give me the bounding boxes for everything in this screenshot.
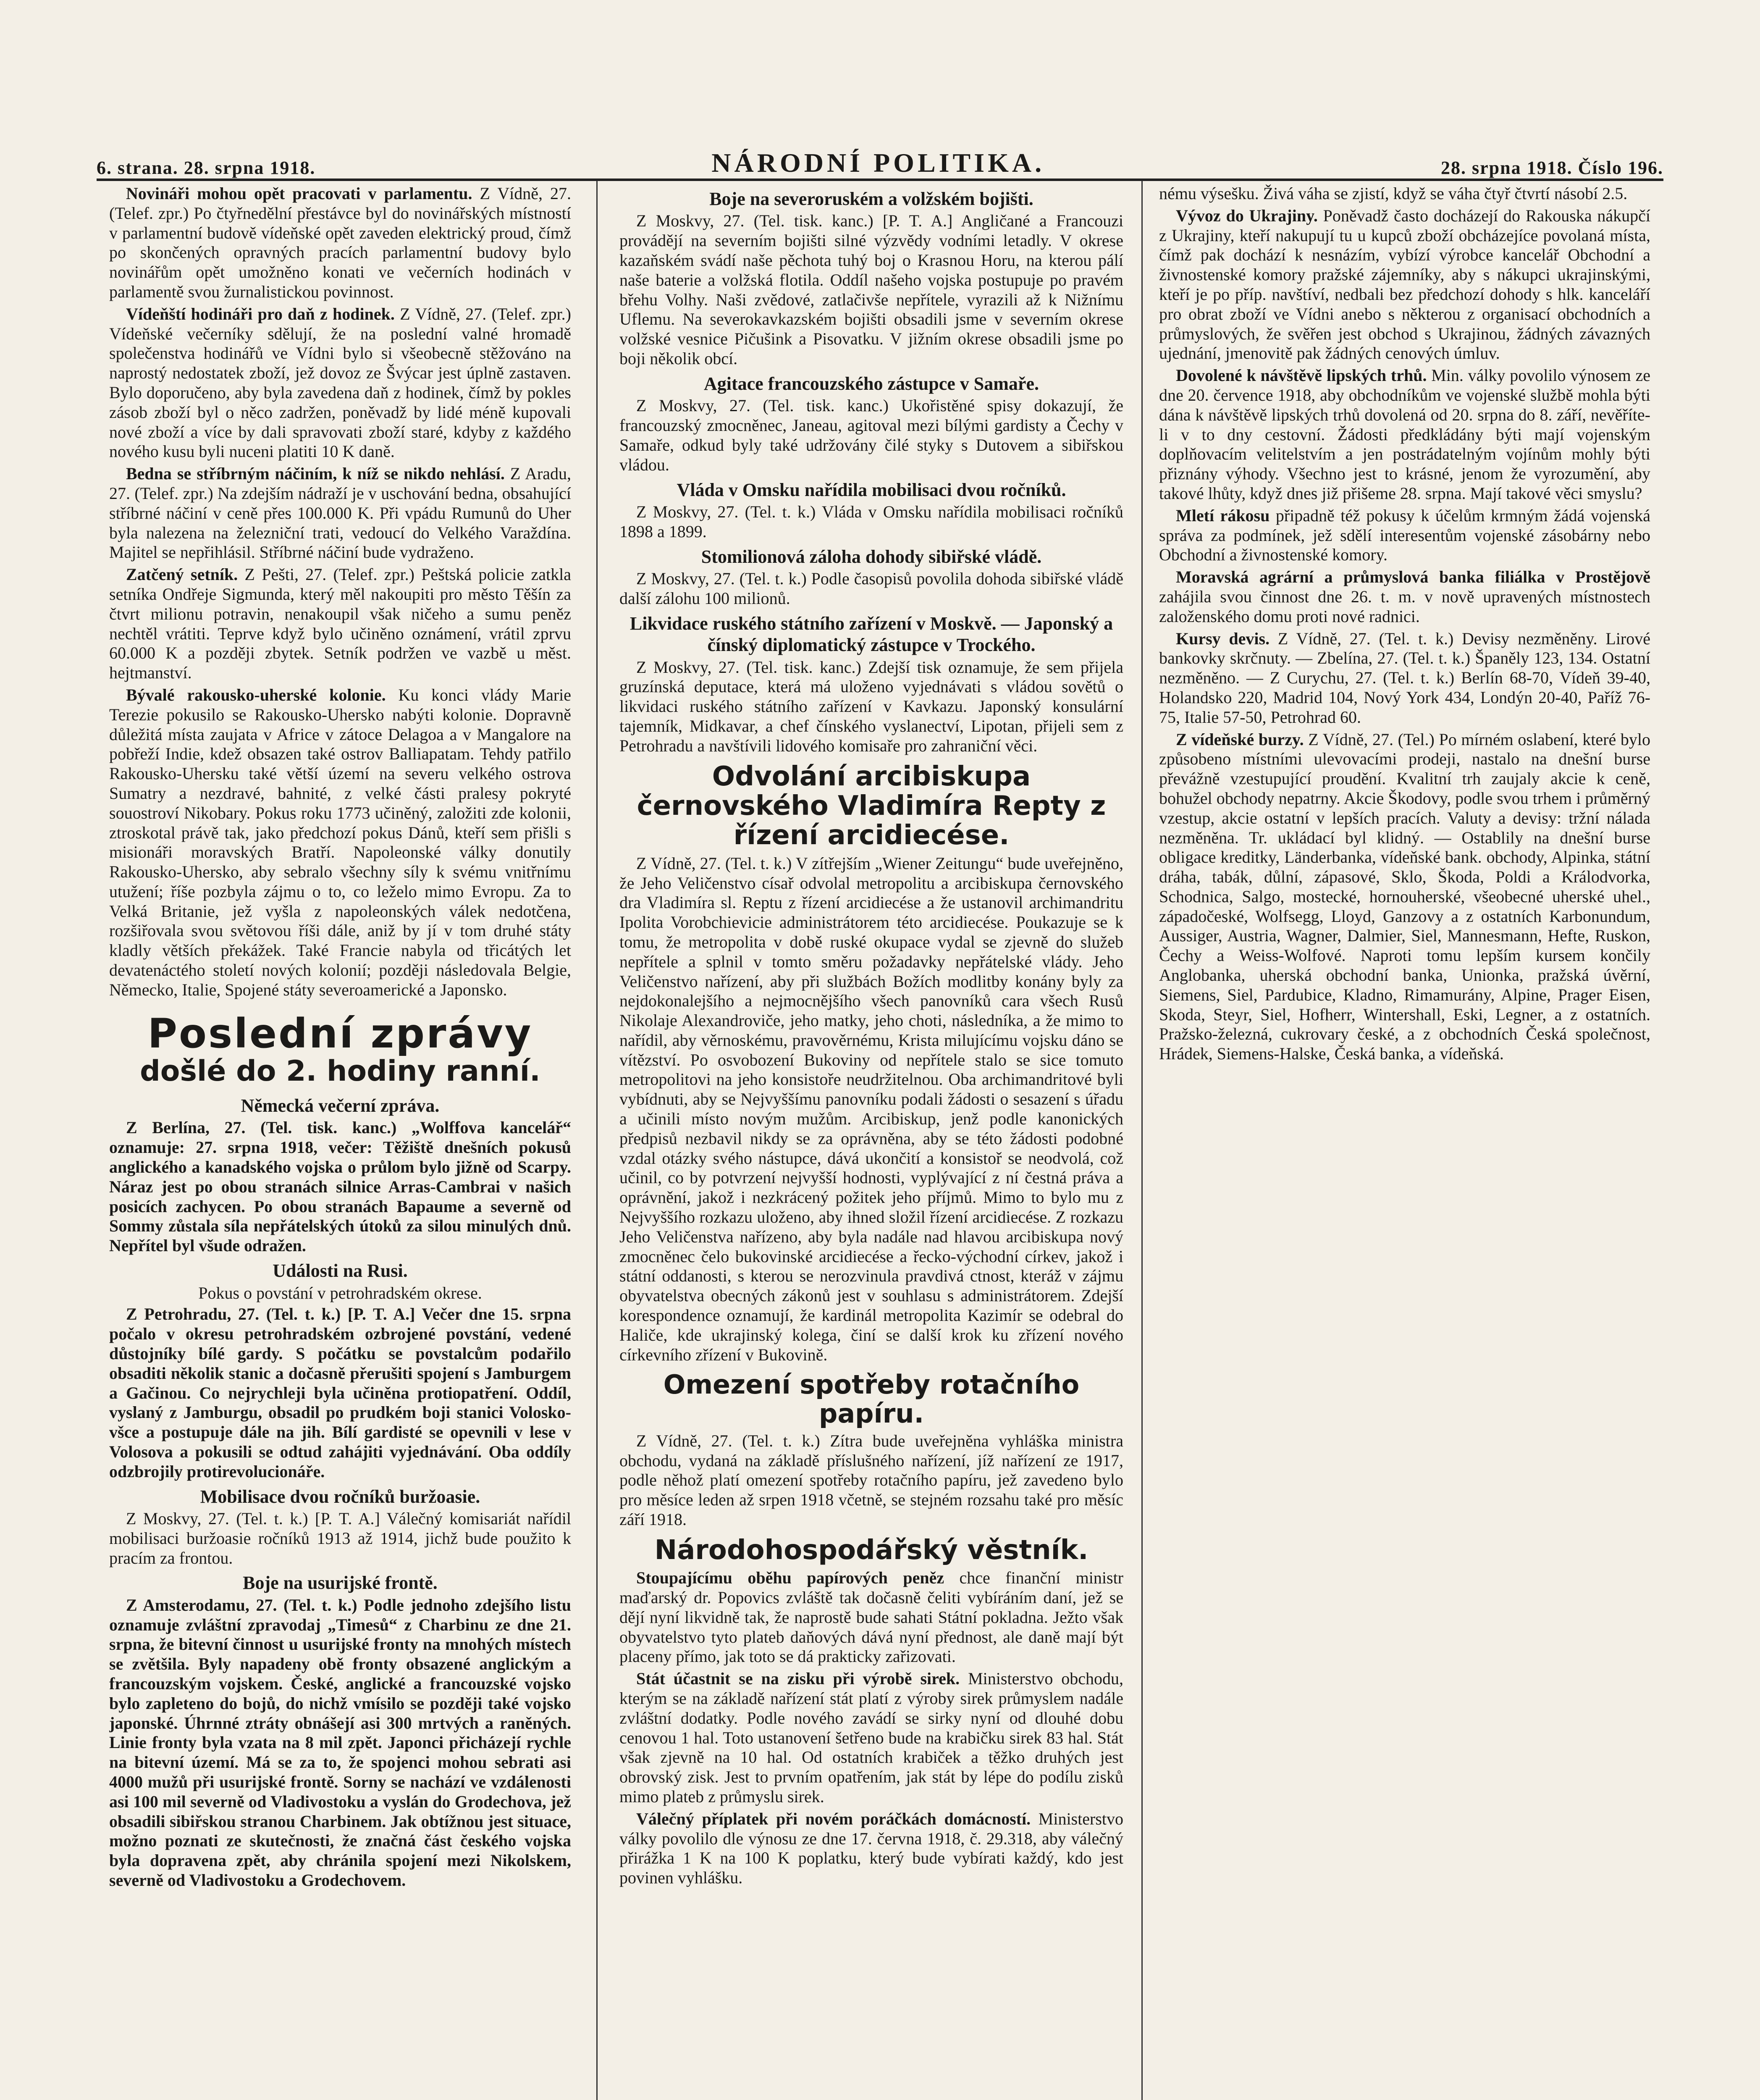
- article: [109, 464, 571, 562]
- banner-latest-news-sub: došlé do 2. hodiny ranní.: [140, 1055, 540, 1088]
- article: [109, 565, 571, 683]
- section-heading: Mobilisace dvou ročníků buržoasie.: [200, 1486, 480, 1507]
- article-text: Poněvadž často docházejí do Rakouska nákupčí z Ukrajiny, kteří nakupují tu u kupců zboží obcházejíce povolaná místa, čímž pak dochází k nesnázím, vybízí výrobce kancelář Obchodní a živnostenské komory pražské zájemníky, aby s nákupci ukrajinskými, kteří je po příp. navštíví, nedbali bez předchozí dohody s hlk. kanceláří pro obrat zboží ve Vídni anebo s některou z organisací obchodních a průmyslových, že svěřen jest obchod s Ukrajinou, žádných závazných ujednání, jmenovitě pak žádných cenových úmluv.: [1159, 206, 1650, 363]
- article-title: Zatčený setník.: [126, 565, 238, 584]
- article-text: Z Moskvy, 27. (Tel. t. k.) [P. T. A.] Válečný komisariát nařídil mobilisaci buržoasie ročníků 1913 až 1914, jichž bude použito k pracím za frontou.: [109, 1509, 571, 1567]
- article-title: Válečný příplatek při novém poráčkách domácností.: [636, 1809, 1031, 1828]
- banner-economic: Národohospodářský věstník.: [654, 1534, 1089, 1566]
- article-text: Z Moskvy, 27. (Tel. t. k.) Podle časopisů povolila dohoda sibiřské vládě další zálohu 100 milionů.: [619, 569, 1123, 608]
- article-text: Z Moskvy, 27. (Tel. tisk. kanc.) Ukořistěné spisy dokazují, že francouzský zmocněnec, Janeau, agitoval mezi bílými gardisty a Čechy v Samaře, odkud byly také udržovány čilé styky s Dutovem a sibiřskou vládou.: [619, 396, 1123, 474]
- article: [1159, 206, 1650, 363]
- article-text: Z Moskvy, 27. (Tel. tisk. kanc.) Zdejší tisk oznamuje, že sem přijela gruzínská deputace, která má uloženo vyjednávati s vládou sovětů o likvidaci ruského státního zařízení v Kavkazu. Japonský konsulární tajemník, Midkavar, a chef čínského vyslanectví, Lipotan, přijeli sem z Petrohradu a navštívili lidového komisaře pro zahraniční věci.: [619, 657, 1123, 755]
- article-text: chce finanční ministr maďarský dr. Popovics zvláště tak dočasně čeliti vybíráním daní, jež se dějí nyní likvidně tak, že naprostě bude sahati Státní pokladna. Ježto však obyvatelstvo tyto plateb daňových dává nyní přednost, ale daně mají být placeny přímo, jak toto se dá prakticky zařizovati.: [619, 1568, 1123, 1666]
- article-title: Z vídeňské burzy.: [1176, 730, 1304, 749]
- article: [109, 184, 571, 302]
- article-text: Z Vídně, 27. (Telef. zpr.) Po čtyřnedělní přestávce byl do novinářských místností v parlamentní budově vídeňské opět zaveden elektrický proud, čímž po skončených opravných pracích parlamentní budovy bylo novinářům opět umožněno konati ve večerních hodinách v parlamentě svou žurnalistickou povinnost.: [109, 184, 571, 301]
- article-title: Dovolené k návštěvě lipských trhů.: [1176, 366, 1427, 385]
- article-text: Z Vídně, 27. (Tel. t. k.) V zítřejším „Wiener Zeitungu“ bude uveřejněno, že Jeho Veličenstvo císař odvolal metropolitu a arcibiskupa černovského dra Vladimíra sl. Reptu z řízení arcidiecése a že ustanovil archimandritu Ipolita Vorobchievicie administrátorem této arcidiecése. Poukazuje se k tomu, že metropolita v době ruské okupace vydal se zjevně do služeb nepřítele a splnil v tomto směru požadavky nepřátelské vlády. Jeho Veličenstvo nařízení, aby při službách Božích modlitby konány byly za nejdokonalejšího a nejmocnějšího všech panovníků cara všech Rusů Nikolaje Alexandroviče, jeho matky, jeho choti, následníka, a že mimo to nařídil, aby věrnoskému, pravověrnému, Krista milujícímu vojsku dáno se vítězství. Po osvobození Bukoviny od nepřítele stalo se sice tomuto metropolitovi na jeho konsistoře neudržitelnou. Oba archimandritové byli vybídnuti, aby se Nejvyššímu panovníku podali žádosti o sesazení s úřadu a učinili místo novým mužům. Arcibiskup, jenž podle kanonických předpisů nezbavil nikdy se za oprávněna, aby se této žádosti podobné vzdal otázky svého nástupce, dává ukončití a konsistoř se neodvolá, což učinil, co by potvrzení nejvyšší hodnosti, vyplývající z ní čestná práva a oprávnění, jakož i nezkrácený požitek jeho příjmů. Mimo to bylo mu z Nejvyššího rozkazu uloženo, aby ihned složil řízení arcidiecése. Z rozkazu Jeho Veličenstva nařízeno, aby byla nadále nad hlavou arcibiskupa nový zmocněnec čelo bukovinské arcidiecése a řecko-východní církev, jakož i státní oddanosti, s kterou se nerozvinula pravdivá ctnost, kteráž v zájmu obyvatelstva obecných zákonů jest v souhlasu s administrátorem. Zdejší korespondence oznamují, že kardinál metropolita Kazimír se odebral do Haliče, kde ukrajinský kolega, činí se další krok ku zřízení nového církevního zřízení v Bukovině.: [619, 853, 1123, 1364]
- article-text: Z Pešti, 27. (Telef. zpr.) Peštská policie zatkla setníka Ondřeje Sigmunda, který měl nakoupiti pro město Těšín za čtvrt milionu potravin, nenakoupil však ničeho a sumu peněz nechtěl vrátiti. Teprve když bylo učiněno oznámení, vrátil zprvu 60.000 K a později zbytek. Setník podržen ve vazbě u měst. hejtmanství.: [109, 565, 571, 682]
- article-text: Z Moskvy, 27. (Tel. tisk. kanc.) [P. T. A.] Angličané a Francouzi provádějí na severním bojišti silné výzvědy vodními letadly. V okrese kazaňském svádí naše pěchota tuhý boj o Krasnou Horu, na kterou pálí naše baterie a volžská flotila. Oddíl našeho vojska postupuje po pravém břehu Volhy. Naši zvědové, zatlačivše nepřítele, vyrazili až k Nižnímu Uflemu. Na severokavkazském bojišti obsadili jsme v severním okrese volžské vesnice Pičušink a Pisovatku. V jižním okrese obsadili jsme po boji několik obcí.: [619, 211, 1123, 368]
- article-title: Novináři mohou opět pracovati v parlamentu.: [126, 184, 472, 203]
- article-text: Z Vídně, 27. (Tel. t. k.) Devisy nezměněny. Lirové bankovky skrčnuty. — Zbelína, 27. (Tel. t. k.) Španěly 123, 134. Ostatní nezměněno. — Z Curychu, 27. (Tel. t. k.) Berlín 68-70, Vídeň 39-40, Holandsko 220, Madrid 104, Nový York 434, Londýn 20-40, Paříž 76-75, Italie 57-50, Petrohrad 60.: [1159, 629, 1650, 727]
- column-2: [619, 184, 1123, 2100]
- article: [1159, 506, 1650, 565]
- article-title: Vývoz do Ukrajiny.: [1176, 206, 1318, 225]
- section-heading: Vláda v Omsku nařídila mobilisaci dvou ročníků.: [677, 479, 1066, 500]
- article-title: Stoupajícímu oběhu papírových peněz: [636, 1568, 944, 1588]
- article-text: zahájila svou činnost dne 26. t. m. v nově upravených místnostech založenského domu proti nové radnici.: [1159, 587, 1650, 626]
- article-text: Ku konci vlády Marie Terezie pokusilo se Rakousko-Uhersko nabýti kolonie. Dopravně důležitá místa zaujata v Africe v zátoce Delagoa a v Mangalore na pobřeží Indie, kdež obsazen také ostrov Balliapatam. Tehdy patřilo Rakousko-Uhersku také větší území na severu velkého ostrova Sumatry a nezdravé, bahnité, z velké části pralesy pokryté souostroví Nikobary. Pokus roku 1773 učiněný, založiti zde kolonii, ztroskotal právě tak, jako předchozí pokus Dánů, kteří sem přišli s misionáři moravských Bratří. Napoleonské války donutily Rakousko-Uhersko, aby sebralo všechny síly k svému vnitřnímu utužení; říše pozbyla zájmu o to, co leželo mimo Evropu. Za to Velká Britanie, jež vyšla z napoleonských válek nedotčena, rozšiřovala svou světovou říši dále, aniž by jí v tom druhé státy kladly větších překážek. Také Francie nabyla od třicátých let devatenáctého století nových kolonií; později následovala Belgie, Německo, Italie, Spojené státy severoamerické a Japonsko.: [109, 685, 571, 999]
- article-text: Ministerstvo obchodu, kterým se na základě nařízení stát platí z výroby sirek průmyslem nadále zvláštní dodatky. Podle nového zavádí se sirky nyní od dlouhé dobu cenovou 1 hal. Toto ustanovení šetřeno bude na krabičku sirek 83 hal. Stát však zjevně na 10 hal. Od ostatních krabiček a těžko druhých jest obrovský zisk. Jest to prvním opatřením, jak stát by lépe do podílu zisků mimo plateb z průmyslu sirek.: [619, 1669, 1123, 1806]
- article: [1159, 366, 1650, 504]
- article: [619, 1568, 1123, 1667]
- section-heading: Německá večerní zpráva.: [241, 1095, 440, 1116]
- banner-latest-news: Poslední zprávy: [147, 1010, 533, 1057]
- article-title: Stát účastnit se na zisku při výrobě sirek.: [636, 1669, 960, 1688]
- section-heading: Agitace francouzského zástupce v Samaře.: [704, 373, 1039, 394]
- article-title: Moravská agrární a průmyslová banka filiálka v Prostějově: [1176, 567, 1650, 587]
- section-subheading: Pokus o povstání v petrohradském okrese.: [198, 1283, 482, 1302]
- masthead-title: NÁRODNÍ POLITIKA.: [711, 148, 1045, 178]
- article-text: připadně též pokusy k účelům krmným žádá vojenská správa za podmínek, jež sdělí interesentům vojenské zásobárny nebo Obchodní a živnostenské komory.: [1159, 506, 1650, 564]
- banner-archbishop: Odvolání arcibiskupa černovského Vladimíra Repty z řízení arcidiecése.: [637, 761, 1106, 851]
- article-text: Z Vídně, 27. (Tel.) Po mírném oslabení, které bylo způsobeno místními ulevovacími prodeji, nastalo na dnešní burse převážně vzestupující proudění. Kvalitní trh zaujaly akcie k ceně, bohužel obchody nepatrny. Akcie Škodovy, podle svou trhem i průměrný vzestup, akcie ostatní v lepších pracích. Valuty a devisy: tržní nálada nezměněna. Tr. ukládací byl klidný. — Ostablily na dnešní burse obligace kreditky, Länderbanka, vídeňské bank. obchody, Alpinka, státní dráha, tabák, důlní, zápasové, Sklo, Škoda, Poldi a Králodvorka, Schodnica, Salgo, mostecké, hornouherské, všeobecné uherské uhel., západočeské, Wolfsegg, Lloyd, Ganzovy a z ostatních Karbonundum, Aussiger, Austria, Wagner, Dalmier, Siel, Mannesmann, Hefte, Ruskon, Čechy a Weiss-Wolfové. Naproti tomu lepším kursem končily Anglobanka, uherská obchodní banka, Unionka, pražská úvěrní, Siemens, Siel, Pardubice, Kladno, Rimamurány, Alpine, Prager Eisen, Skoda, Steyr, Siel, Hofherr, Wintershall, Eski, Legner, a z ostatních. Pražsko-železná, cukrovary české, a z obchodních Česká společnost, Hrádek, Siemens-Halske, Česká banka, a vídeňská.: [1159, 730, 1650, 1063]
- article-text: Ministerstvo války povolilo dle výnosu ze dne 17. června 1918, č. 29.318, aby válečný přirážka 1 K na 100 K poplatku, který bude vybírati každý, kdo jest povinen vyhlášku.: [619, 1809, 1123, 1887]
- column-1: [109, 184, 571, 2100]
- article: [109, 685, 571, 1000]
- article-text: Z Berlína, 27. (Tel. tisk. kanc.) „Wolffova kancelář“ oznamuje: 27. srpna 1918, večer: Těžiště dnešních pokusů anglického a kanadského vojska o průlom bylo jižně od Scarpy. Náraz jest po obou stranách silnice Arras-Cambrai v našich posicích zachycen. Po obou stranách Bapaume a severně od Sommy zůstala síla nepřátelských útoků za silou minulých dnů. Nepřítel byl všude odražen.: [109, 1118, 571, 1255]
- header-left: 6. strana. 28. srpna 1918.: [97, 158, 316, 178]
- header-right: 28. srpna 1918. Číslo 196.: [1441, 158, 1663, 178]
- section-heading: Boje na severoruském a volžském bojišti.: [709, 189, 1033, 209]
- article-title: Vídeňští hodináři pro daň z hodinek.: [126, 304, 395, 323]
- article: [109, 304, 571, 462]
- article-title: Kursy devis.: [1176, 629, 1270, 648]
- article-title: Bývalé rakousko-uherské kolonie.: [126, 685, 386, 704]
- page-header: [97, 149, 1663, 181]
- column-3: [1159, 184, 1650, 2100]
- article-text: Z Aradu, 27. (Telef. zpr.) Na zdejším nádraží je v uschování bedna, obsahující stříbrné náčiní v ceně přes 100.000 K. Při vpádu Rumunů do Uher byla nalezena na železniční trati, vedoucí do Velkého Varaždína. Majitel se nepřihlásil. Stříbrné náčiní bude vydraženo.: [109, 464, 571, 562]
- article: [619, 1669, 1123, 1807]
- article-text: nému výsešku. Živá váha se zjistí, když se váha čtyř čtvrtí násobí 2.5.: [1159, 184, 1628, 203]
- article: [619, 1809, 1123, 1888]
- article-text: Min. války povolilo výnosem ze dne 20. července 1918, aby obchodníkům ve vojenské službě mohla býti dána k návštěvě lipských trhů dovolená od 20. srpna do 8. září, nevěříte-li v to dny cestovní. Žádosti předkládány býti mají vojenským doplňovacím velitelstvím a jen postrádatelným vojínům mohly býti přiznány výhody. Všechno jest to krásné, jenom že vyrozumění, aby takové lhůty, když dnes již přišeme 28. srpna. Mají takové věci smyslu?: [1159, 366, 1650, 503]
- article-title: Bedna se stříbrným náčiním, k níž se nikdo nehlásí.: [126, 464, 505, 483]
- section-heading: Stomilionová záloha dohody sibiřské vládě.: [701, 546, 1042, 567]
- article-text: Z Petrohradu, 27. (Tel. t. k.) [P. T. A.] Večer dne 15. srpna počalo v okresu petrohradském ozbrojené povstání, vedené důstojníky bílé gardy. S počátku se povstalcům podařilo obsaditi několik stanic a dočasně přerušiti spojení s Jamburgem a Gačinou. Co nejrychleji byla učiněna protiopatření. Oddíl, vyslaný z Jamburgu, obsadil po prudkém boji stanici Volosko-všce a postupuje dále na jih. Bílí gardisté se opevnili v lese v Volosova a pokusili se odtud zahájiti vyjednávání. Oba oddíly odzbrojily protirevolucionáře.: [109, 1305, 571, 1481]
- section-heading: Likvidace ruského státního zařízení v Moskvě. — Japonský a čínský diplomatický zástupce v Trockého.: [630, 613, 1113, 656]
- article: [1159, 730, 1650, 1064]
- column-divider: [596, 181, 598, 2100]
- section-heading: Události na Rusi.: [273, 1260, 408, 1281]
- article-text: Z Vídně, 27. (Tel. t. k.) Zítra bude uveřejněna vyhláška ministra obchodu, vydaná na základě příslušného nařízení, jíž nařízení ze 1917, podle něhož platí omezení spotřeby rotačního papíru, jež zavedeno bylo pro měsíce leden až srpen 1918 včetně, se stejném rozsahu také pro měsíc září 1918.: [619, 1431, 1123, 1529]
- article: [1159, 567, 1650, 626]
- banner-paper: Omezení spotřeby rotačního papíru.: [663, 1369, 1080, 1429]
- column-divider: [1141, 181, 1143, 2100]
- article-text: Z Vídně, 27. (Telef. zpr.) Vídeňské večerníky sdělují, že na poslední valné hromadě společenstva hodinářů ve Vídni bylo si všeobecně stěžováno na naprostý nedostatek zboží, jež dovoz ze Švýcar jest úplně zastaven. Bylo doporučeno, aby byla zavedena daň z hodinek, čímž by pokles zásob zboží byl o něco zadržen, poněvadž by lidé méně kupovali nové zboží a více by dali spravovati zboží staré, kdyby z každého nového kusu byli nuceni platiti 10 K daně.: [109, 304, 571, 461]
- article: [1159, 629, 1650, 727]
- article-title: Mletí rákosu: [1176, 506, 1270, 525]
- article-text: Z Moskvy, 27. (Tel. t. k.) Vláda v Omsku nařídila mobilisaci ročníků 1898 a 1899.: [619, 502, 1123, 541]
- section-heading: Boje na usurijské frontě.: [243, 1572, 438, 1593]
- article-text: Z Amsterodamu, 27. (Tel. t. k.) Podle jednoho zdejšího listu oznamuje zvláštní zpravodaj „Timesů“ z Charbinu ze dne 21. srpna, že bitevní činnost u usurijské fronty na mnohých místech se zvětšila. Byly napadeny obě fronty obsazené anglickým a francouzským vojskem. České, anglické a francouzské vojsko bylo zapleteno do bojů, do nichž vmísilo se později také vojsko japonské. Úhrnné ztráty obnášejí asi 300 mrtvých a raněných. Linie fronty byla vzata na 8 mil zpět. Japonci přicházejí rychle na bitevní území. Má se za to, že spojenci mohou sebrati asi 4000 mužů při usurijské frontě. Sorny se nachází ve vzdálenosti asi 100 mil severně od Vladivostoku a vyslán do Grodechova, jež obsadili sibiřskou stranou Charbinem. Jak obtížnou jest situace, možno poznati ze skutečnosti, že značná část českého vojska byla dopravena zpět, aby chránila spojení mezi Nikolskem, severně od Vladivostoku a Grodechovem.: [109, 1595, 571, 1890]
